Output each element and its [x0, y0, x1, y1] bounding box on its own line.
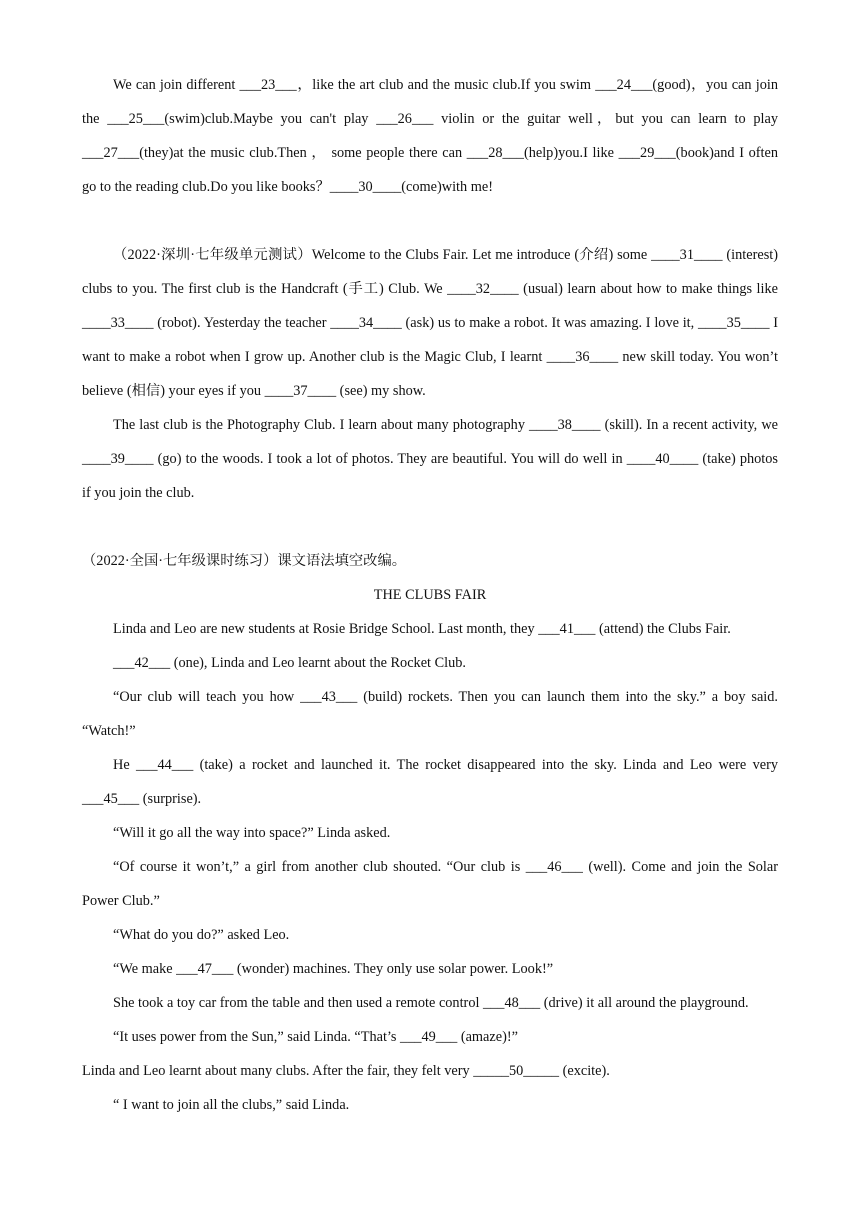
spacer	[82, 510, 778, 544]
passage-line-space: “Will it go all the way into space?” Linda asked.	[113, 825, 391, 841]
source-note: （2022·全国·七年级课时练习）课文语法填空改编。	[82, 553, 407, 569]
passage-line-final: “ I want to join all the clubs,” said Linda.	[113, 1097, 350, 1113]
passage-line-50: Linda and Leo learnt about many clubs. After the fair, they felt very _____50_____ (excite).	[82, 1063, 610, 1079]
passage-line-41: Linda and Leo are new students at Rosie Bridge School. Last month, they ___41___ (attend) the Clubs Fair.	[113, 621, 731, 637]
passage-line-42: ___42___ (one), Linda and Leo learnt about the Rocket Club.	[113, 655, 466, 671]
passage-line-49: “It uses power from the Sun,” said Linda. “That’s ___49___ (amaze)!”	[113, 1029, 518, 1045]
document-page	[82, 68, 778, 1122]
spacer	[82, 204, 778, 238]
passage-line-what-do: “What do you do?” asked Leo.	[113, 927, 290, 943]
passage-line-46: “Of course it won’t,” a girl from another club shouted. “Our club is ___46___ (well). Come and join the Solar Power Club.”	[82, 859, 778, 909]
paragraph-photography-38-40: The last club is the Photography Club. I learn about many photography ____38____ (skill). In a recent activity, we ____39____ (go) to the woods. I took a lot of photos. They are beautiful. You will do well in ____40____ (take) photos if you join the club.	[82, 417, 778, 501]
paragraph-clubs-fair-31-37: （2022·深圳·七年级单元测试）Welcome to the Clubs Fair. Let me introduce (介绍) some ____31____ (interest) clubs to you. The first club is the Handcraft (手工) Club. We ____32____ (usual) learn about how to make things like ____33____ (robot). Yesterday the teacher ____34____ (ask) us to make a robot. It was amazing. I love it, ____35____ I want to make a robot when I grow up. Another club is the Magic Club, I learnt ____36____ new skill today. You won’t believe (相信) your eyes if you ____37____ (see) my show.	[82, 247, 778, 399]
passage-line-43: “Our club will teach you how ___43___ (build) rockets. Then you can launch them into the sky.” a boy said. “Watch!”	[82, 689, 778, 739]
passage-line-44-45: He ___44___ (take) a rocket and launched it. The rocket disappeared into the sky. Linda and Leo were very ___45___ (surprise).	[82, 757, 778, 807]
paragraph-clubs-23-30: We can join different ___23___，like the art club and the music club.If you swim ___24___(good)，you can join the ___25___(swim)club.Maybe you can't play ___26___ violin or the guitar well，but you can learn to play ___27___(they)at the music club.Then ， some people there can ___28___(help)you.I like ___29___(book)and I often go to the reading club.Do you like books？____30____(come)with me!	[82, 77, 778, 195]
passage-line-48: She took a toy car from the table and then used a remote control ___48___ (drive) it all around the playground.	[113, 995, 749, 1011]
passage-line-47: “We make ___47___ (wonder) machines. They only use solar power. Look!”	[113, 961, 554, 977]
passage-title: THE CLUBS FAIR	[373, 587, 487, 603]
